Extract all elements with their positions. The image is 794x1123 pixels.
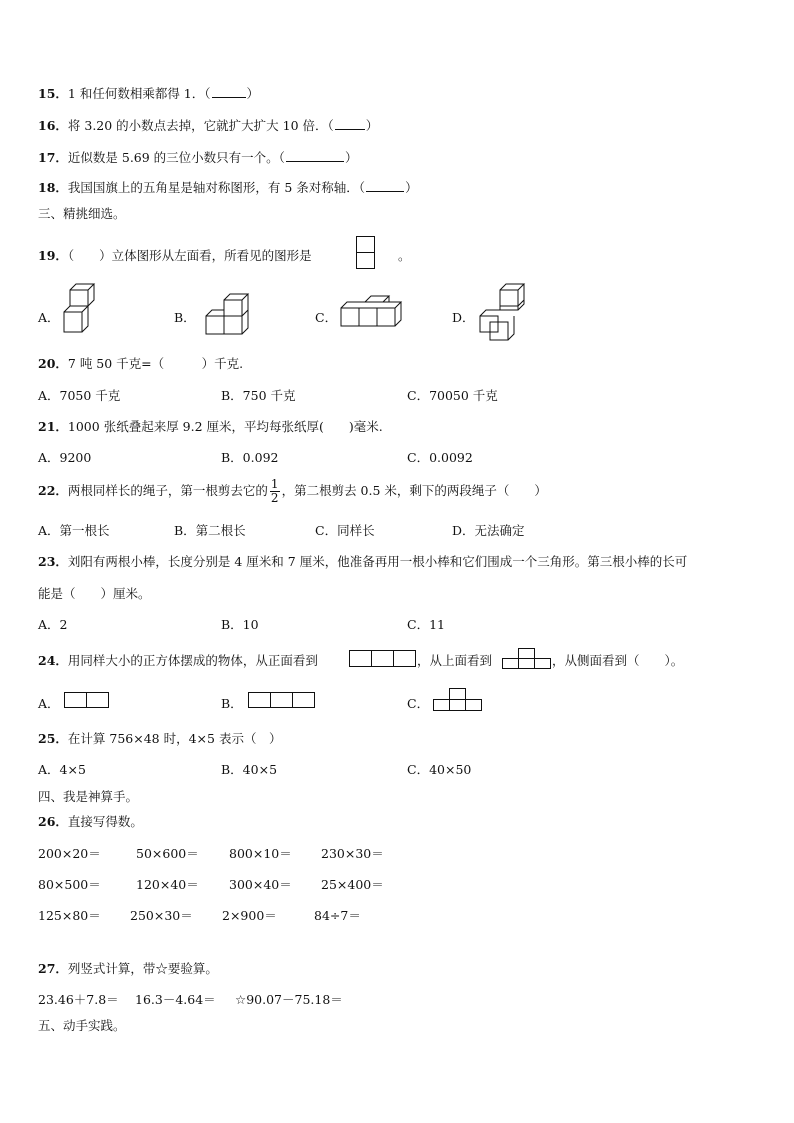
question-text: 7 吨 50 千克=（ ）千克. <box>67 356 244 371</box>
option-a[interactable]: A．第一根长 <box>38 523 110 538</box>
fraction-denominator: 2 <box>270 491 279 505</box>
calc-item: 84÷7＝ <box>314 908 361 923</box>
cube-figure-c <box>340 298 398 330</box>
question-22 <box>38 478 547 505</box>
question-text: 用同样大小的正方体摆成的物体，从正面看到 <box>67 653 318 668</box>
question-number: 25． <box>38 731 68 746</box>
calc-item: 200×20＝ <box>38 846 101 861</box>
option-b[interactable]: B． <box>174 310 196 325</box>
question-26 <box>38 812 143 830</box>
cube-figure-d <box>478 286 528 342</box>
question-25 <box>38 729 281 747</box>
calc-item: 80×500＝ <box>38 877 101 892</box>
question-number: 27． <box>38 961 68 976</box>
option-b[interactable]: B．10 <box>221 617 259 632</box>
option-c[interactable]: C． <box>315 310 338 325</box>
vertical-calc-item: 16.3－4.64＝ <box>135 992 216 1007</box>
calc-item: 120×40＝ <box>136 877 199 892</box>
question-19-end: 。 <box>398 248 411 263</box>
question-23 <box>38 552 687 570</box>
fraction-numerator: 1 <box>270 477 279 491</box>
option-a[interactable]: A． <box>38 310 60 325</box>
question-number: 21． <box>38 419 68 434</box>
answer-blank[interactable] <box>366 180 404 192</box>
option-b[interactable]: B．0.092 <box>221 450 279 465</box>
answer-blank[interactable] <box>286 150 344 162</box>
question-number: 17． <box>38 150 68 165</box>
question-text: （ ）立体图形从左面看，所看见的图形是 <box>67 248 312 263</box>
option-a[interactable]: A．4×5 <box>38 762 86 777</box>
question-text: 直接写得数。 <box>67 814 143 829</box>
section-5-heading: 五、动手实践。 <box>38 1018 126 1033</box>
option-c-figure <box>433 688 485 712</box>
option-b[interactable]: B．40×5 <box>221 762 278 777</box>
option-c[interactable]: C．同样长 <box>315 523 375 538</box>
calc-item: 230×30＝ <box>321 846 384 861</box>
question-number: 22． <box>38 483 68 498</box>
calc-item: 125×80＝ <box>38 908 101 923</box>
answer-blank[interactable] <box>212 86 246 98</box>
question-15 <box>38 84 259 102</box>
vertical-calc-item: ☆90.07－75.18＝ <box>235 992 343 1007</box>
option-d[interactable]: D． <box>452 310 475 325</box>
question-number: 26． <box>38 814 68 829</box>
option-d[interactable]: D．无法确定 <box>452 523 525 538</box>
question-number: 19． <box>38 248 68 263</box>
option-b[interactable]: B．第二根长 <box>174 523 246 538</box>
answer-blank[interactable] <box>335 118 365 130</box>
calc-item: 300×40＝ <box>229 877 292 892</box>
option-a[interactable]: A．7050 千克 <box>38 388 121 403</box>
vertical-calc-item: 23.46＋7.8＝ <box>38 992 119 1007</box>
question-text: 1000 张纸叠起来厚 9.2 厘米，平均每张纸厚( )毫米. <box>67 419 383 434</box>
paren-close: ） <box>405 180 418 195</box>
question-17 <box>38 148 357 166</box>
question-number: 15． <box>38 86 68 101</box>
question-text: 刘阳有两根小棒，长度分别是 4 厘米和 7 厘米，他准备再用一根小棒和它们围成一个三角形。第三根小棒的长可 <box>67 554 688 569</box>
fraction <box>270 478 280 505</box>
calc-item: 2×900＝ <box>222 908 277 923</box>
question-24-text-c: ，从侧面看到（ ）。 <box>552 653 684 668</box>
question-20 <box>38 354 243 372</box>
question-23-line-2: 能是（ ）厘米。 <box>38 586 151 601</box>
question-number: 18． <box>38 180 68 195</box>
calc-item: 50×600＝ <box>136 846 199 861</box>
option-c[interactable]: C． <box>407 696 430 711</box>
question-number: 23． <box>38 554 68 569</box>
question-18 <box>38 178 418 196</box>
option-a-figure <box>64 692 110 710</box>
question-text: 两根同样长的绳子，第一根剪去它的 <box>67 483 268 498</box>
question-text-cont: ，第二根剪去 0.5 米，剩下的两段绳子（ ） <box>281 483 547 498</box>
question-21 <box>38 417 383 435</box>
paren-close: ） <box>246 86 260 101</box>
front-view-figure <box>349 650 417 668</box>
paren-close: ） <box>365 118 379 133</box>
option-c[interactable]: C．70050 千克 <box>407 388 498 403</box>
question-text: 将 3.20 的小数点去掉，它就扩大扩大 10 倍．（ <box>67 118 334 133</box>
top-view-figure <box>502 648 552 670</box>
question-text: 1 和任何数相乘都得 1．（ <box>67 86 211 101</box>
left-view-figure <box>356 236 376 270</box>
option-b[interactable]: B． <box>221 696 243 711</box>
option-c[interactable]: C．11 <box>407 617 445 632</box>
question-19 <box>38 246 312 264</box>
question-text: 我国国旗上的五角星是轴对称图形，有 5 条对称轴．（ <box>67 180 366 195</box>
question-number: 24． <box>38 653 68 668</box>
question-24 <box>38 651 318 669</box>
option-a[interactable]: A．9200 <box>38 450 92 465</box>
paren-close: ） <box>344 150 358 165</box>
cube-figure-b <box>204 294 248 336</box>
calc-item: 250×30＝ <box>130 908 193 923</box>
option-b-figure <box>248 692 316 710</box>
option-a[interactable]: A．2 <box>38 617 68 632</box>
option-c[interactable]: C．40×50 <box>407 762 472 777</box>
cube-figure-a <box>62 288 96 336</box>
question-16 <box>38 116 378 134</box>
question-number: 16． <box>38 118 68 133</box>
section-4-heading: 四、我是神算手。 <box>38 789 139 804</box>
question-24-text-b: ，从上面看到 <box>417 653 493 668</box>
option-c[interactable]: C．0.0092 <box>407 450 473 465</box>
question-text: 在计算 756×48 时，4×5 表示（ ） <box>67 731 282 746</box>
calc-item: 800×10＝ <box>229 846 292 861</box>
section-3-heading: 三、精挑细选。 <box>38 206 126 221</box>
question-27 <box>38 959 218 977</box>
question-text: 列竖式计算，带☆要验算。 <box>67 961 218 976</box>
option-a[interactable]: A． <box>38 696 60 711</box>
question-text: 近似数是 5.69 的三位小数只有一个。（ <box>67 150 285 165</box>
calc-item: 25×400＝ <box>321 877 384 892</box>
question-number: 20． <box>38 356 68 371</box>
option-b[interactable]: B．750 千克 <box>221 388 296 403</box>
